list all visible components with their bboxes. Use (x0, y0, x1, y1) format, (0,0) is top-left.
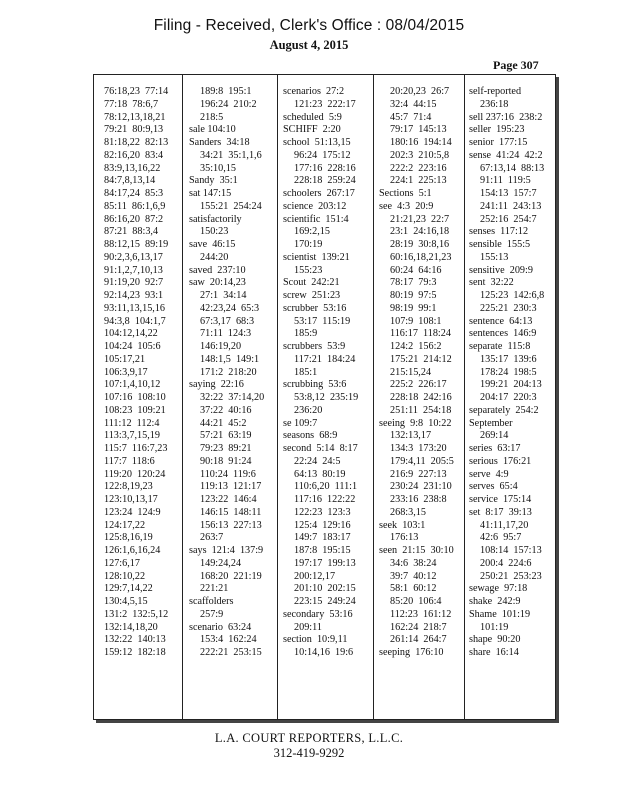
index-entry: 250:21 253:23 (480, 570, 542, 582)
index-entry: 22:24 24:5 (294, 455, 341, 467)
index-entry: scrubbing 53:6 (283, 379, 347, 391)
index-entry: 155:13 (480, 251, 509, 263)
filing-stamp: Filing - Received, Clerk's Office : 08/04/2015 (153, 17, 465, 34)
column-divider (464, 75, 465, 719)
index-entry: 179:4,11 205:5 (390, 455, 454, 467)
index-entry: sat 147:15 (189, 188, 232, 199)
index-entry: saying 22:16 (189, 379, 244, 391)
index-entry: seasons 68:9 (283, 430, 338, 442)
index-entry: secondary 53:16 (283, 608, 353, 620)
index-entry: 32:22 37:14,20 (200, 392, 265, 403)
index-entry: 146:19,20 (200, 341, 242, 352)
index-entry: saved 237:10 (189, 264, 246, 276)
index-column-2 (189, 86, 264, 660)
index-entry: seek 103:1 (379, 519, 426, 531)
index-entry: scientific 151:4 (283, 213, 349, 225)
index-entry: 93:11,13,15,16 (104, 302, 166, 314)
index-entry: second 5:14 8:17 (283, 443, 358, 454)
index-entry: 197:17 199:13 (294, 557, 356, 569)
index-entry: 149:24,24 (200, 557, 242, 569)
index-entry: 269:14 (480, 430, 509, 442)
index-entry: 185:1 (294, 366, 318, 378)
index-entry: 76:18,23 77:14 (104, 86, 169, 97)
column-divider (373, 75, 374, 719)
index-entry: 42:23,24 65:3 (200, 302, 260, 314)
index-entry: 124:17,22 (104, 519, 146, 531)
index-entry: 153:4 162:24 (200, 634, 257, 646)
index-entry: 104:12,14,22 (104, 328, 158, 340)
index-entry: shake 242:9 (469, 596, 521, 607)
index-entry: 125:8,16,19 (104, 532, 153, 544)
index-entry: Sanders 34:18 (189, 137, 250, 148)
index-entry: 23:1 24:16,18 (390, 226, 450, 238)
index-entry: scenarios 27:2 (283, 86, 345, 97)
index-entry: 110:24 119:6 (200, 468, 256, 480)
index-entry: 101:19 (480, 621, 509, 633)
index-entry: sewage 97:18 (469, 583, 528, 595)
index-entry: 94:3,8 104:1,7 (104, 315, 166, 327)
index-entry: 90:2,3,6,13,17 (104, 251, 163, 263)
index-entry: serious 176:21 (469, 455, 532, 467)
index-entry: 79:23 89:21 (200, 443, 252, 454)
index-entry: science 203:12 (283, 200, 347, 212)
index-entry: 21:21,23 22:7 (390, 213, 450, 225)
index-entry: 225:21 230:3 (480, 302, 537, 314)
index-entry: 263:7 (200, 532, 224, 544)
index-entry: 57:21 63:19 (200, 430, 252, 442)
index-entry: 60:16,18,21,23 (390, 251, 452, 263)
index-entry: 123:24 124:9 (104, 506, 161, 518)
index-entry: 215:15,24 (390, 366, 432, 378)
index-entry: self-reported (469, 86, 522, 97)
index-entry: 154:13 157:7 (480, 188, 537, 199)
index-entry: 116:17 118:24 (390, 328, 451, 340)
index-entry: 127:6,17 (104, 557, 140, 569)
index-entry: 162:24 218:7 (390, 621, 447, 633)
reporter-company: L.A. COURT REPORTERS, L.L.C. (214, 731, 404, 745)
index-entry: 146:15 148:11 (200, 506, 262, 518)
index-entry: 128:10,22 (104, 570, 146, 582)
index-entry: sense 41:24 42:2 (469, 149, 543, 161)
index-entry: sent 32:22 (469, 277, 514, 289)
index-entry: 201:10 202:15 (294, 583, 356, 595)
index-entry: see 4:3 20:9 (379, 200, 434, 212)
reporter-phone: 312-419-9292 (273, 746, 345, 760)
index-entry: seller 195:23 (469, 124, 525, 136)
index-entry: 91:19,20 92:7 (104, 277, 164, 289)
index-entry: 204:17 220:3 (480, 392, 537, 403)
index-entry: senior 177:15 (469, 137, 528, 148)
index-entry: Scout 242:21 (283, 277, 340, 289)
index-entry: 67:3,17 68:3 (200, 315, 255, 327)
index-entry: 148:1,5 149:1 (200, 353, 260, 365)
index-entry: 84:17,24 85:3 (104, 188, 164, 199)
index-entry: 107:9 108:1 (390, 315, 442, 327)
index-entry: set 8:17 39:13 (469, 506, 532, 518)
index-entry: 228:18 242:16 (390, 392, 452, 403)
index-entry: sell 237:16 238:2 (469, 111, 543, 123)
index-entry: 108:23 109:21 (104, 404, 166, 416)
index-entry: 241:11 243:13 (480, 200, 542, 212)
index-entry: 91:1,2,7,10,13 (104, 264, 163, 276)
index-entry: 42:6 95:7 (480, 532, 522, 544)
index-entry: 115:7 116:7,23 (104, 443, 168, 454)
index-entry: 202:3 210:5,8 (390, 149, 450, 161)
index-entry: 78:17 79:3 (390, 277, 437, 289)
index-entry: 171:2 218:20 (200, 366, 257, 378)
index-entry: section 10:9,11 (283, 634, 348, 646)
index-entry: 175:21 214:12 (390, 353, 452, 365)
index-entry: 185:9 (294, 328, 318, 340)
index-entry: scrubber 53:16 (283, 302, 347, 314)
index-entry: 82:16,20 83:4 (104, 149, 164, 161)
index-entry: 252:16 254:7 (480, 213, 537, 225)
index-entry: 78:12,13,18,21 (104, 111, 166, 123)
index-entry: 106:3,9,17 (104, 366, 148, 378)
index-entry: 268:3,15 (390, 506, 426, 518)
column-divider (182, 75, 183, 719)
index-entry: 129:7,14,22 (104, 583, 153, 595)
index-column-1 (104, 86, 168, 660)
index-entry: 53:8,12 235:19 (294, 392, 359, 403)
index-entry: 178:24 198:5 (480, 366, 537, 378)
index-column-5 (469, 86, 544, 660)
index-entry: 96:24 175:12 (294, 149, 351, 161)
index-entry: seeping 176:10 (379, 647, 444, 658)
index-entry: school 51:13,15 (283, 137, 351, 148)
index-entry: 60:24 64:16 (390, 264, 442, 276)
index-entry: 107:1,4,10,12 (104, 379, 161, 391)
index-entry: 122:8,19,23 (104, 481, 153, 493)
index-entry: separately 254:2 (469, 404, 539, 416)
index-entry: 169:2,15 (294, 226, 330, 238)
column-divider (277, 75, 278, 719)
index-entry: 112:23 161:12 (390, 608, 452, 620)
index-entry: 124:2 156:2 (390, 341, 442, 352)
index-entry: save 46:15 (189, 239, 236, 250)
index-entry: separate 115:8 (469, 341, 531, 352)
index-entry: 216:9 227:13 (390, 468, 447, 480)
index-entry: sale 104:10 (189, 124, 236, 136)
index-entry: 77:18 78:6,7 (104, 98, 159, 110)
index-entry: 92:14,23 93:1 (104, 290, 164, 301)
index-entry: 200:12,17 (294, 570, 336, 582)
index-entry: 34:6 38:24 (390, 557, 437, 569)
index-entry: 199:21 204:13 (480, 379, 542, 391)
index-entry: scenario 63:24 (189, 621, 252, 633)
index-entry: 222:21 253:15 (200, 647, 262, 658)
index-entry: 88:12,15 89:19 (104, 239, 169, 250)
index-entry: 108:14 157:13 (480, 545, 542, 556)
index-entry: 187:8 195:15 (294, 545, 351, 556)
index-entry: 159:12 182:18 (104, 647, 166, 658)
index-entry: 130:4,5,15 (104, 596, 148, 607)
index-entry: 87:21 88:3,4 (104, 226, 159, 238)
index-entry: 218:5 (200, 111, 224, 123)
index-entry: 98:19 99:1 (390, 302, 437, 314)
index-entry: shape 90:20 (469, 634, 521, 646)
index-entry: 79:21 80:9,13 (104, 124, 164, 136)
index-entry: 85:11 86:1,6,9 (104, 200, 166, 212)
index-entry: Shame 101:19 (469, 608, 531, 620)
transcript-date: August 4, 2015 (269, 38, 349, 52)
index-entry: 58:1 60:12 (390, 583, 437, 595)
index-entry: 123:22 146:4 (200, 494, 257, 505)
index-entry: says 121:4 137:9 (189, 545, 264, 556)
index-entry: 125:23 142:6,8 (480, 290, 545, 301)
index-column-4 (379, 86, 454, 660)
index-entry: 261:14 264:7 (390, 634, 447, 646)
index-entry: sentence 64:13 (469, 315, 533, 327)
index-entry: 90:18 91:24 (200, 455, 252, 467)
index-entry: 221:21 (200, 583, 229, 595)
index-entry: 85:20 106:4 (390, 596, 442, 607)
index-entry: 155:23 (294, 264, 323, 276)
index-entry: 107:16 108:10 (104, 392, 166, 403)
index-entry: schoolers 267:17 (283, 188, 355, 199)
index-entry: share 16:14 (469, 647, 519, 658)
index-entry: 122:23 123:3 (294, 506, 351, 518)
index-entry: 224:1 225:13 (390, 175, 447, 187)
index-entry: 20:20,23 26:7 (390, 86, 450, 97)
index-entry: 111:12 112:4 (104, 417, 160, 429)
index-entry: scrubbers 53:9 (283, 341, 346, 352)
index-entry: 32:4 44:15 (390, 98, 437, 110)
index-entry: 105:17,21 (104, 353, 146, 365)
index-entry: 44:21 45:2 (200, 417, 247, 429)
index-entry: 236:20 (294, 404, 323, 416)
index-column-3 (283, 86, 358, 660)
index-entry: 84:7,8,13,14 (104, 175, 156, 187)
index-entry: serves 65:4 (469, 481, 518, 493)
index-entry: 131:2 132:5,12 (104, 608, 169, 620)
index-entry: 110:6,20 111:1 (294, 481, 358, 493)
word-index-box (93, 74, 556, 720)
index-entry: saw 20:14,23 (189, 277, 246, 289)
index-entry: 176:13 (390, 532, 419, 544)
index-entry: 196:24 210:2 (200, 98, 257, 110)
index-entry: screw 251:23 (283, 290, 341, 301)
index-entry: serve 4:9 (469, 468, 509, 480)
index-entry: 170:19 (294, 239, 323, 250)
index-entry: 119:20 120:24 (104, 468, 166, 480)
index-entry: 39:7 40:12 (390, 570, 437, 582)
index-entry: 225:2 226:17 (390, 379, 447, 391)
index-entry: 177:16 228:16 (294, 162, 356, 174)
index-entry: senses 117:12 (469, 226, 529, 238)
index-entry: 233:16 238:8 (390, 494, 447, 505)
index-entry: 222:2 223:16 (390, 162, 447, 174)
index-entry: sentences 146:9 (469, 328, 537, 340)
index-entry: 117:16 122:22 (294, 494, 356, 505)
index-entry: 35:10,15 (200, 162, 236, 174)
index-entry: 67:13,14 88:13 (480, 162, 545, 174)
index-entry: 134:3 173:20 (390, 443, 447, 454)
index-entry: 257:9 (200, 608, 224, 620)
index-entry: Sandy 35:1 (189, 175, 238, 187)
index-entry: 81:18,22 82:13 (104, 137, 169, 148)
index-entry: 119:13 121:17 (200, 481, 262, 493)
index-entry: 41:11,17,20 (480, 519, 529, 531)
index-entry: 126:1,6,16,24 (104, 545, 161, 556)
index-entry: Sections 5:1 (379, 188, 432, 199)
index-entry: seeing 9:8 10:22 (379, 417, 452, 429)
index-entry: 113:3,7,15,19 (104, 430, 160, 442)
index-entry: 64:13 80:19 (294, 468, 346, 480)
index-entry: 228:18 259:24 (294, 175, 356, 187)
index-entry: 251:11 254:18 (390, 404, 452, 416)
index-entry: 27:1 34:14 (200, 290, 247, 301)
index-entry: 10:14,16 19:6 (294, 647, 354, 658)
index-entry: 132:14,18,20 (104, 621, 158, 633)
index-entry: seen 21:15 30:10 (379, 545, 454, 556)
index-entry: 123:10,13,17 (104, 494, 158, 505)
page-number: Page 307 (493, 58, 539, 72)
index-entry: SCHIFF 2:20 (283, 124, 341, 136)
index-entry: 28:19 30:8,16 (390, 239, 450, 250)
index-entry: 150:23 (200, 226, 229, 238)
index-entry: sensitive 209:9 (469, 264, 533, 276)
index-entry: 37:22 40:16 (200, 404, 252, 416)
index-entry: 71:11 124:3 (200, 328, 252, 340)
index-entry: 53:17 115:19 (294, 315, 351, 327)
index-entry: 104:24 105:6 (104, 341, 161, 352)
index-entry: 91:11 119:5 (480, 175, 531, 187)
index-entry: series 63:17 (469, 443, 521, 454)
index-entry: 180:16 194:14 (390, 137, 452, 148)
index-entry: scientist 139:21 (283, 251, 350, 263)
index-entry: 83:9,13,16,22 (104, 162, 161, 174)
index-entry: 168:20 221:19 (200, 570, 262, 582)
index-entry: service 175:14 (469, 494, 532, 505)
index-entry: 244:20 (200, 251, 229, 263)
index-entry: 34:21 35:1,1,6 (200, 149, 262, 161)
index-entry: scaffolders (189, 596, 234, 607)
index-entry: 155:21 254:24 (200, 200, 262, 212)
index-entry: 121:23 222:17 (294, 98, 356, 110)
index-entry: 189:8 195:1 (200, 86, 252, 97)
index-entry: scheduled 5:9 (283, 111, 342, 123)
index-entry: 236:18 (480, 98, 509, 110)
index-entry: 79:17 145:13 (390, 124, 447, 136)
index-entry: September (469, 417, 513, 429)
index-entry: 45:7 71:4 (390, 111, 432, 123)
index-entry: se 109:7 (283, 417, 318, 429)
index-entry: 80:19 97:5 (390, 290, 437, 301)
index-entry: 209:11 (294, 621, 322, 633)
index-entry: 156:13 227:13 (200, 519, 262, 531)
index-entry: sensible 155:5 (469, 239, 531, 250)
index-entry: 149:7 183:17 (294, 532, 351, 544)
index-entry: 200:4 224:6 (480, 557, 532, 569)
index-entry: 135:17 139:6 (480, 353, 537, 365)
index-entry: 132:22 140:13 (104, 634, 166, 646)
index-entry: 230:24 231:10 (390, 481, 452, 493)
index-entry: 125:4 129:16 (294, 519, 351, 531)
index-entry: 117:21 184:24 (294, 353, 356, 365)
index-entry: 223:15 249:24 (294, 596, 356, 607)
index-entry: satisfactorily (189, 213, 242, 225)
index-entry: 132:13,17 (390, 430, 432, 442)
index-entry: 86:16,20 87:2 (104, 213, 164, 225)
index-entry: 117:7 118:6 (104, 455, 155, 467)
